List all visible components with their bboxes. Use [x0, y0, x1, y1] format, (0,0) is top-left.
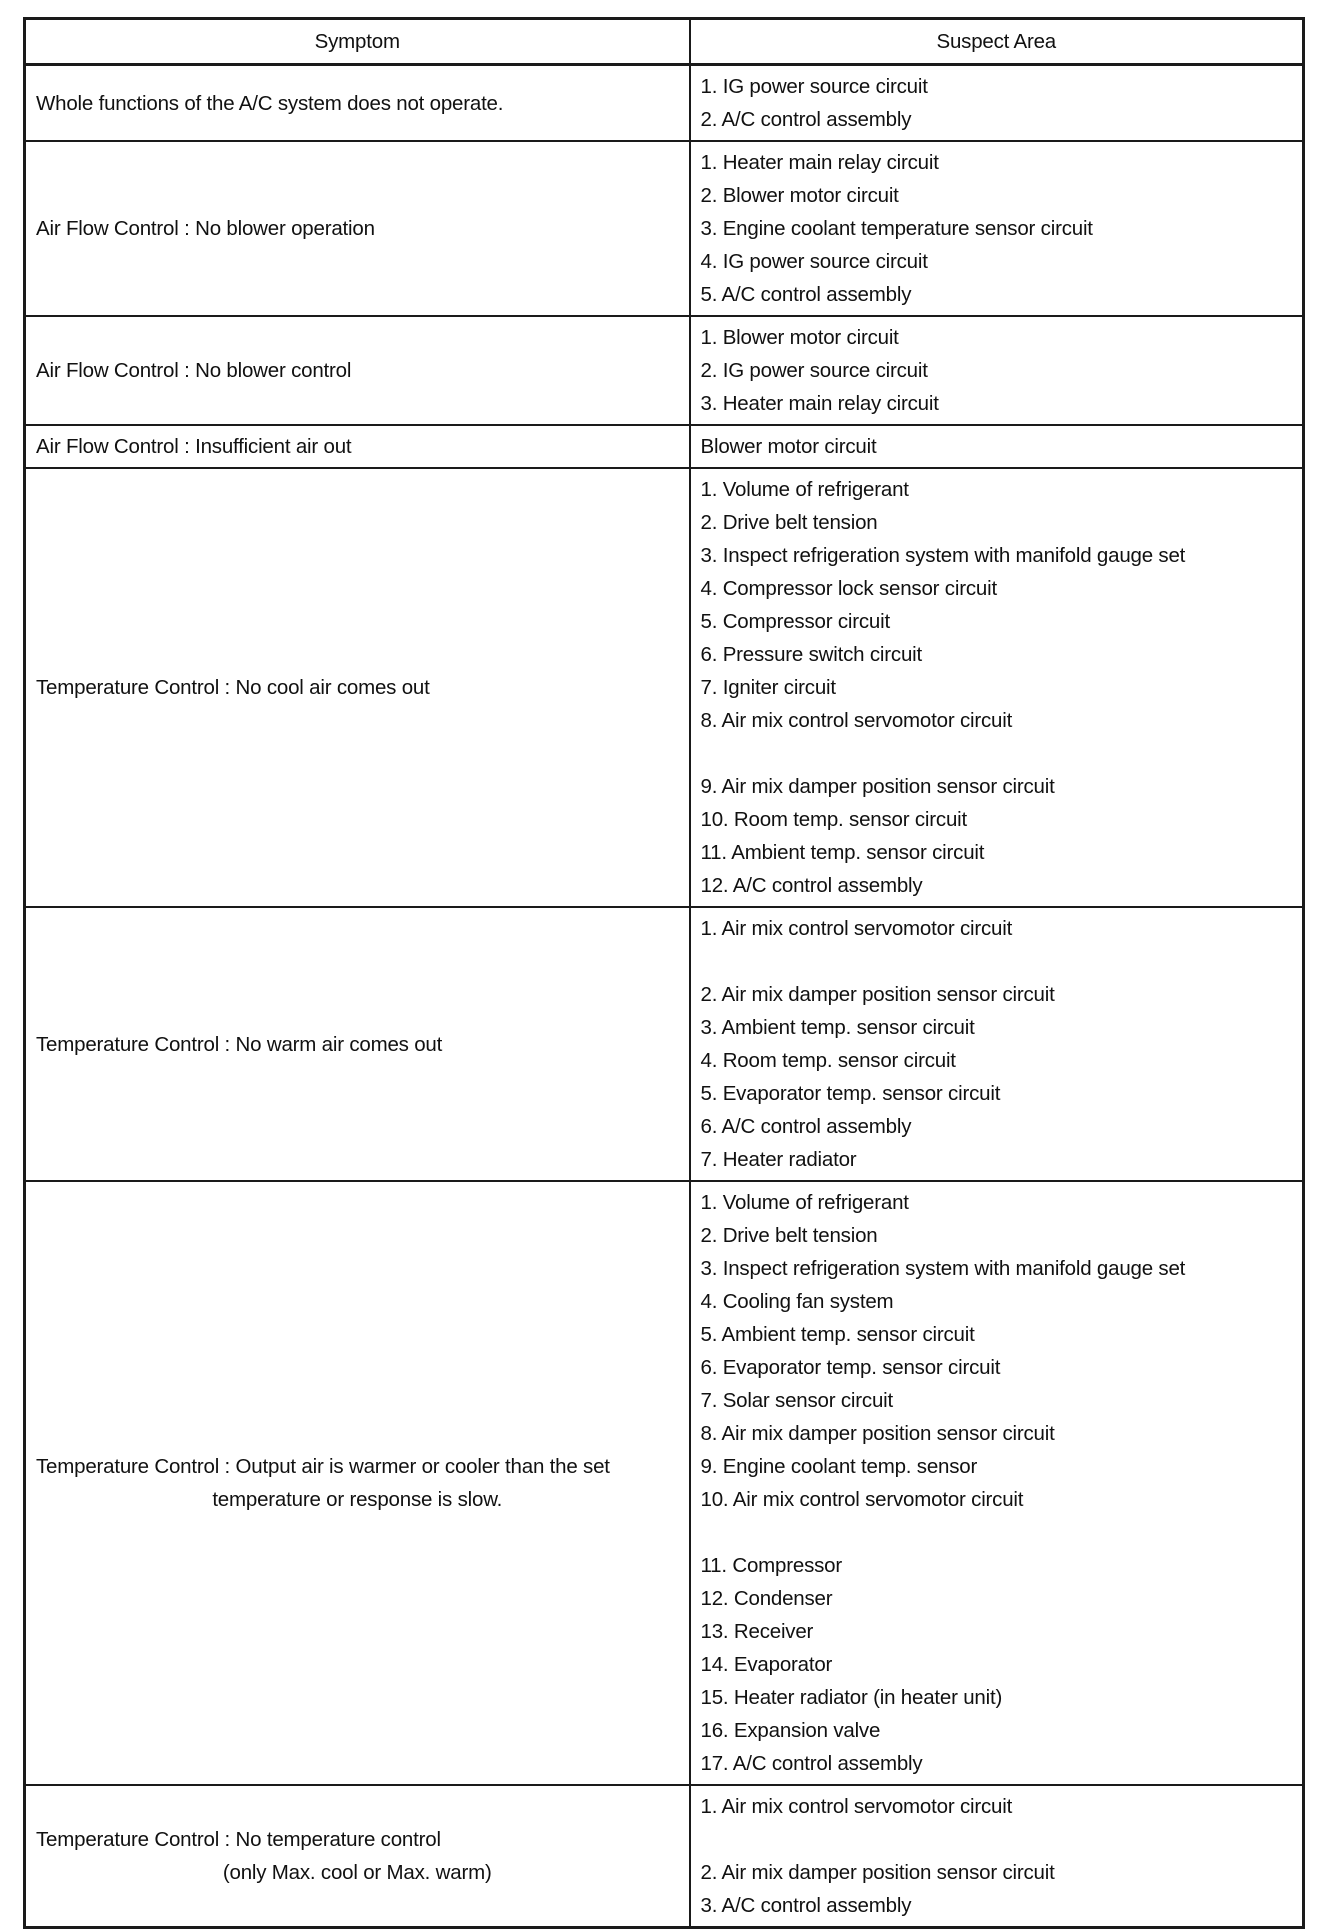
suspect-area-item: 7. Solar sensor circuit: [700, 1389, 894, 1412]
table-row: [25, 425, 1304, 468]
symptom-text: Whole functions of the A/C system does not operate.: [36, 91, 504, 115]
suspect-area-item: 6. Pressure switch circuit: [700, 643, 923, 666]
suspect-area-item: Blower motor circuit: [700, 435, 877, 458]
suspect-area-item: 9. Engine coolant temp. sensor: [700, 1455, 978, 1478]
suspect-area-item: 1. Air mix control servomotor circuit: [700, 917, 1013, 940]
symptom-header: Symptom: [25, 19, 690, 65]
suspect-area-item: 2. Air mix damper position sensor circuit: [700, 1861, 1055, 1884]
suspect-area-item: 4. Room temp. sensor circuit: [700, 1049, 956, 1072]
symptom-cell: [25, 1181, 690, 1785]
suspect-area-item: 10. Air mix control servomotor circuit: [700, 1488, 1024, 1511]
symptom-cell: [25, 468, 690, 907]
table-row: [25, 1785, 1304, 1928]
symptom-cell: [25, 316, 690, 425]
suspect-area-item: 11. Compressor: [700, 1554, 843, 1577]
suspect-area-item: 12. Condenser: [700, 1587, 833, 1610]
suspect-area-item: 3. Heater main relay circuit: [700, 392, 939, 415]
symptom-cell: [25, 425, 690, 468]
suspect-area-item: 3. Inspect refrigeration system with manifold gauge set: [700, 544, 1186, 567]
suspect-area-item: 8. Air mix control servomotor circuit: [700, 709, 1013, 732]
suspect-area-item: 3. Ambient temp. sensor circuit: [700, 1016, 975, 1039]
suspect-area-cell: [690, 907, 1304, 1181]
suspect-area-item: 14. Evaporator: [700, 1653, 833, 1676]
suspect-area-item: 16. Expansion valve: [700, 1719, 881, 1742]
table-row: [25, 316, 1304, 425]
table-row: [25, 468, 1304, 907]
symptom-cell: [25, 65, 690, 142]
suspect-area-item: 2. Blower motor circuit: [700, 184, 899, 207]
suspect-area-item: 5. Evaporator temp. sensor circuit: [700, 1082, 1001, 1105]
suspect-area-item: 15. Heater radiator (in heater unit): [700, 1686, 1003, 1709]
suspect-area-header: Suspect Area: [690, 19, 1304, 65]
suspect-area-item: 4. Cooling fan system: [700, 1290, 894, 1313]
suspect-area-item: 3. A/C control assembly: [700, 1894, 912, 1917]
blank-line: [701, 737, 1293, 770]
suspect-area-item: 12. A/C control assembly: [700, 874, 923, 897]
suspect-area-item: 9. Air mix damper position sensor circuit: [700, 775, 1055, 798]
suspect-area-item: 11. Ambient temp. sensor circuit: [700, 841, 985, 864]
suspect-area-item: 10. Room temp. sensor circuit: [700, 808, 967, 831]
header-row: [25, 19, 1304, 65]
symptom-text: Air Flow Control : No blower operation: [36, 217, 375, 240]
suspect-area-cell: [690, 1785, 1304, 1928]
suspect-area-item: 1. IG power source circuit: [700, 75, 928, 98]
suspect-area-item: 6. A/C control assembly: [700, 1115, 912, 1138]
suspect-area-item: 1. Heater main relay circuit: [700, 151, 939, 174]
table-body: [25, 65, 1304, 1928]
symptom-cell: [25, 1785, 690, 1928]
symptom-text: (only Max. cool or Max. warm): [222, 1861, 492, 1884]
suspect-area-item: 1. Volume of refrigerant: [700, 478, 909, 501]
symptom-text: Temperature Control : No cool air comes out: [36, 676, 430, 699]
suspect-area-item: 5. Ambient temp. sensor circuit: [700, 1323, 975, 1346]
symptom-cell: [25, 907, 690, 1181]
blank-line: [701, 1823, 1293, 1856]
symptom-text: temperature or response is slow.: [212, 1488, 503, 1511]
suspect-area-cell: [690, 316, 1304, 425]
symptom-text: Temperature Control : No warm air comes out: [36, 1032, 443, 1056]
symptom-text: Air Flow Control : Insufficient air out: [36, 435, 352, 458]
troubleshooting-table: [23, 17, 1305, 1929]
table-row: [25, 65, 1304, 142]
suspect-area-item: 1. Volume of refrigerant: [700, 1191, 909, 1214]
suspect-area-item: 2. Drive belt tension: [700, 511, 878, 534]
suspect-area-cell: [690, 65, 1304, 142]
symptom-text: Temperature Control : No temperature control: [36, 1828, 441, 1851]
blank-line: [701, 1516, 1293, 1549]
suspect-area-item: 4. Compressor lock sensor circuit: [700, 577, 997, 600]
table-row: [25, 907, 1304, 1181]
symptom-cell: [25, 141, 690, 316]
table-row: [25, 141, 1304, 316]
suspect-area-item: 13. Receiver: [700, 1620, 814, 1643]
table-row: [25, 1181, 1304, 1785]
blank-line: [701, 945, 1293, 978]
suspect-area-item: 2. IG power source circuit: [700, 359, 928, 382]
suspect-area-item: 5. A/C control assembly: [700, 283, 912, 306]
suspect-area-cell: [690, 141, 1304, 316]
suspect-area-item: 2. A/C control assembly: [700, 108, 912, 131]
suspect-area-item: 5. Compressor circuit: [700, 610, 890, 633]
suspect-area-cell: [690, 425, 1304, 468]
suspect-area-item: 3. Inspect refrigeration system with manifold gauge set: [700, 1257, 1186, 1280]
symptom-text: Air Flow Control : No blower control: [36, 359, 352, 382]
suspect-area-item: 7. Heater radiator: [700, 1148, 857, 1171]
suspect-area-item: 1. Blower motor circuit: [700, 326, 899, 349]
suspect-area-cell: [690, 468, 1304, 907]
symptom-text: Temperature Control : Output air is warmer or cooler than the set: [36, 1455, 610, 1478]
suspect-area-cell: [690, 1181, 1304, 1785]
suspect-area-item: 3. Engine coolant temperature sensor circuit: [700, 217, 1093, 240]
suspect-area-item: 2. Drive belt tension: [700, 1224, 878, 1247]
suspect-area-item: 6. Evaporator temp. sensor circuit: [700, 1356, 1001, 1379]
suspect-area-item: 1. Air mix control servomotor circuit: [700, 1795, 1013, 1818]
suspect-area-item: 7. Igniter circuit: [700, 676, 836, 699]
suspect-area-item: 17. A/C control assembly: [700, 1752, 923, 1775]
suspect-area-item: 4. IG power source circuit: [700, 250, 928, 273]
suspect-area-item: 2. Air mix damper position sensor circuit: [700, 983, 1055, 1006]
suspect-area-item: 8. Air mix damper position sensor circuit: [700, 1422, 1055, 1445]
